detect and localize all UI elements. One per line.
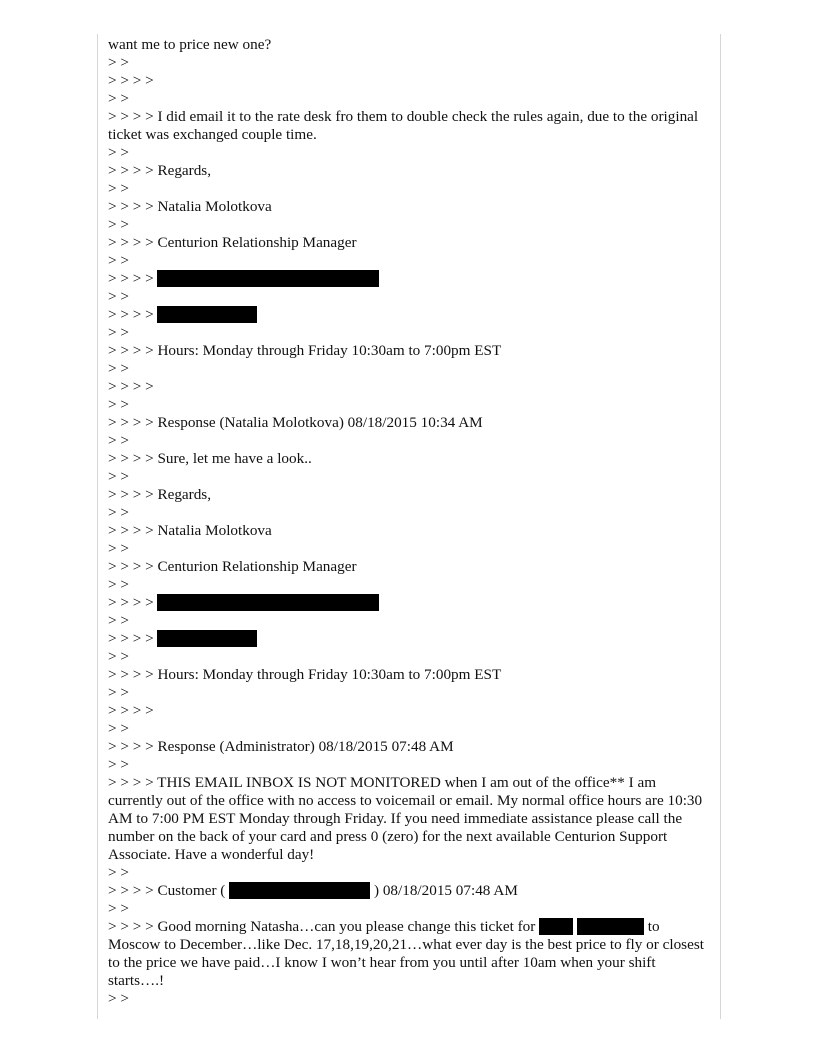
text-line: want me to price new one? [108,36,272,53]
signature-redacted-line [108,306,708,324]
quote-marker: > > > > [108,702,154,719]
quote-marker: > > [108,720,129,737]
redaction-bar [539,918,573,935]
quote-marker: > > [108,396,129,413]
quote-marker: > > [108,612,129,629]
customer-message [108,918,708,990]
redaction-bar [157,270,379,287]
quote-marker: > > [108,54,129,71]
quote-marker: > > [108,576,129,593]
response-header: > > > > Response (Administrator) 08/18/2015 07:48 AM [108,738,454,755]
quote-marker: > > [108,180,129,197]
quote-marker: > > > > [108,72,154,89]
customer-label: > > > > Customer ( [108,882,230,899]
signature-hours: > > > > Hours: Monday through Friday 10:30am to 7:00pm EST [108,342,502,359]
quote-marker: > > [108,990,129,1007]
quote-marker: > > [108,216,129,233]
quote-marker: > > > > [108,378,154,395]
quote-marker: > > [108,540,129,557]
response-header: > > > > Response (Natalia Molotkova) 08/18/2015 10:34 AM [108,414,483,431]
quote-marker: > > [108,504,129,521]
message-start: > > > > Good morning Natasha…can you please change this ticket for [108,918,540,935]
quote-marker: > > [108,90,129,107]
redaction-bar [577,918,644,935]
signature-title: > > > > Centurion Relationship Manager [108,234,357,251]
signature-name: > > > > Natalia Molotkova [108,522,272,539]
quote-marker: > > [108,252,129,269]
signature-redacted-line [108,630,708,648]
quote-marker: > > [108,684,129,701]
quote-marker: > > [108,432,129,449]
quote-marker: > > [108,864,129,881]
quote-marker: > > [108,900,129,917]
quote-marker: > > [108,648,129,665]
email-thread [108,36,708,1008]
quote-prefix: > > > > [108,594,158,611]
text-line: > > > > I did email it to the rate desk fro them to double check the rules again, due to the original ticket was exchanged couple time. [108,108,702,143]
quote-marker: > > [108,288,129,305]
quote-prefix: > > > > [108,306,158,323]
quote-marker: > > [108,324,129,341]
signature-title: > > > > Centurion Relationship Manager [108,558,357,575]
signature-regards: > > > > Regards, [108,162,212,179]
customer-header [108,882,708,900]
redaction-bar [157,594,379,611]
signature-redacted-line [108,594,708,612]
redaction-bar [229,882,370,899]
quote-marker: > > [108,144,129,161]
auto-reply-text: > > > > THIS EMAIL INBOX IS NOT MONITORED when I am out of the office** I am currently out of the office with no access to voicemail or email. My normal office hours are 10:30 AM to 7:00 PM EST Monday through Friday. If you need immediate assistance please call the number on the back of your card and press 0 (zero) for the next available Centurion Support Associate. Have a wonderful day! [108,774,706,863]
message-rest: to Moscow to December…like Dec. 17,18,19,20,21…what ever day is the best price to fly or closest to the price we have paid…I know I won’t hear from you until after 10am when your shift starts….! [108,918,708,989]
redaction-bar [157,630,257,647]
text-line: > > > > Sure, let me have a look.. [108,450,312,467]
quote-prefix: > > > > [108,630,158,647]
quote-prefix: > > > > [108,270,158,287]
quote-marker: > > [108,756,129,773]
redaction-bar [157,306,257,323]
signature-hours: > > > > Hours: Monday through Friday 10:30am to 7:00pm EST [108,666,502,683]
quote-marker: > > [108,360,129,377]
signature-regards: > > > > Regards, [108,486,212,503]
quote-marker: > > [108,468,129,485]
signature-redacted-line [108,270,708,288]
customer-timestamp: ) 08/18/2015 07:48 AM [370,882,518,899]
signature-name: > > > > Natalia Molotkova [108,198,272,215]
